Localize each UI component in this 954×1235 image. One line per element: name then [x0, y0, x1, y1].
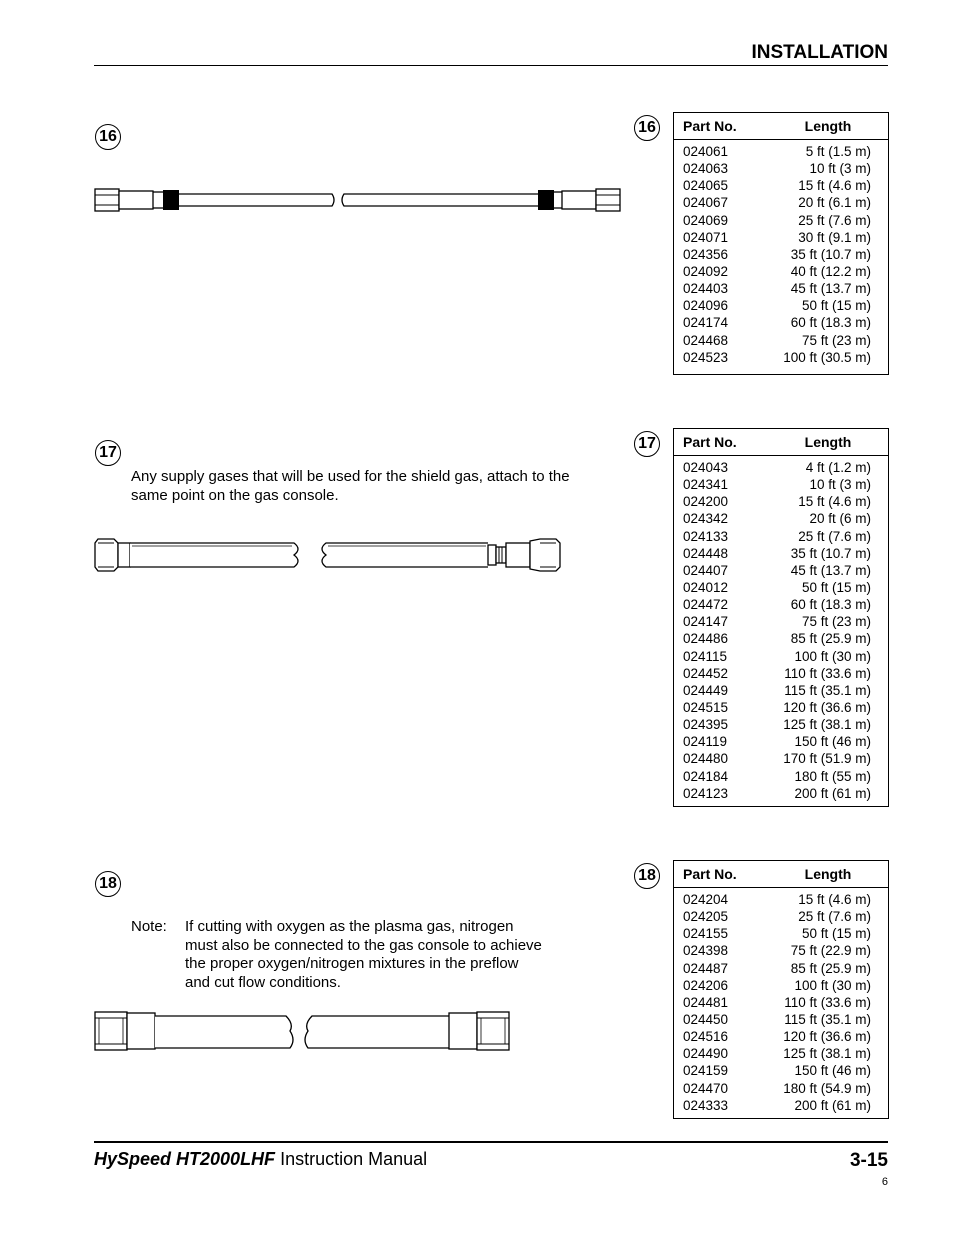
- length-cell: 60 ft (18.3 m): [790, 315, 871, 331]
- length-cell: 100 ft (30 m): [794, 977, 871, 993]
- table-row: [674, 263, 888, 280]
- table-row: [674, 349, 888, 366]
- part-number-cell: 024403: [683, 281, 729, 297]
- length-cell: 15 ft (4.6 m): [798, 494, 871, 510]
- part-number-cell: 024407: [683, 562, 729, 578]
- part-number-cell: 024398: [683, 943, 729, 959]
- footer-manual: Instruction Manual: [275, 1149, 428, 1169]
- length-cell: 15 ft (4.6 m): [798, 892, 871, 907]
- table-row: [674, 493, 888, 510]
- part-number-cell: 024452: [683, 665, 729, 681]
- table-row: [674, 1080, 888, 1097]
- col-header-length: Length: [804, 434, 852, 450]
- part-number-cell: 024523: [683, 349, 729, 365]
- length-cell: 75 ft (23 m): [801, 332, 871, 348]
- length-cell: 50 ft (15 m): [801, 298, 871, 314]
- part-number-cell: 024065: [683, 178, 729, 194]
- length-cell: 50 ft (15 m): [801, 579, 871, 595]
- hose-16-illustration: [94, 186, 622, 216]
- note-text: If cutting with oxygen as the plasma gas, nitrogen must also be connected to the gas console to achieve the proper oxygen/nitrogen mixtures in the preflow and cut flow conditions.: [185, 918, 542, 991]
- part-number-cell: 024448: [683, 545, 729, 561]
- table-row: [674, 733, 888, 750]
- length-cell: 25 ft (7.6 m): [798, 212, 871, 228]
- length-cell: 20 ft (6.1 m): [798, 195, 871, 211]
- length-cell: 110 ft (33.6 m): [784, 665, 871, 681]
- length-cell: 100 ft (30 m): [794, 648, 871, 664]
- length-cell: 115 ft (35.1 m): [784, 682, 871, 698]
- part-number-cell: 024481: [683, 994, 729, 1010]
- length-cell: 200 ft (61 m): [794, 785, 871, 801]
- table-row: [674, 314, 888, 331]
- part-number-cell: 024468: [683, 332, 729, 348]
- table-row: [674, 1097, 888, 1114]
- table-row: [674, 177, 888, 194]
- table-row: [674, 750, 888, 767]
- table-row: [674, 1028, 888, 1045]
- length-cell: 125 ft (38.1 m): [783, 1046, 871, 1062]
- table-row: [674, 994, 888, 1011]
- col-header-part-no: Part No.: [683, 434, 737, 450]
- hose-18-illustration: [94, 1010, 512, 1052]
- length-cell: 150 ft (46 m): [794, 734, 871, 750]
- table-row: [674, 891, 888, 908]
- length-cell: 35 ft (10.7 m): [790, 246, 871, 262]
- length-cell: 10 ft (3 m): [809, 161, 871, 177]
- table-row: [674, 596, 888, 613]
- table-row: [674, 716, 888, 733]
- part-number-cell: 024486: [683, 631, 729, 647]
- length-cell: 4 ft (1.2 m): [805, 460, 871, 475]
- part-number-cell: 024184: [683, 768, 729, 784]
- length-cell: 150 ft (46 m): [794, 1063, 871, 1079]
- section-title: INSTALLATION: [751, 42, 888, 63]
- part-number-cell: 024155: [683, 926, 729, 942]
- length-cell: 125 ft (38.1 m): [783, 717, 871, 733]
- length-cell: 75 ft (22.9 m): [790, 943, 871, 959]
- table-row: [674, 562, 888, 579]
- footer-brand: HySpeed HT2000LHF: [94, 1149, 276, 1169]
- hose-17-illustration: [94, 537, 564, 573]
- length-cell: 45 ft (13.7 m): [790, 562, 871, 578]
- part-number-cell: 024515: [683, 699, 729, 715]
- parts-table-17: [673, 428, 889, 807]
- footer-manual-title: [94, 1149, 427, 1170]
- table-row: [674, 459, 888, 476]
- part-number-cell: 024043: [683, 460, 729, 475]
- part-number-cell: 024067: [683, 195, 729, 211]
- table-row: [674, 977, 888, 994]
- item-number-right-17: 17: [634, 431, 660, 457]
- section-17-text: Any supply gases that will be used for the shield gas, attach to the same point on the gas console.: [131, 468, 570, 504]
- length-cell: 40 ft (12.2 m): [790, 263, 871, 279]
- header-rule: [94, 65, 888, 66]
- part-number-cell: 024123: [683, 785, 729, 801]
- part-number-cell: 024356: [683, 246, 729, 262]
- part-number-cell: 024200: [683, 494, 729, 510]
- item-number-right-18: 18: [634, 863, 660, 889]
- part-number-cell: 024063: [683, 161, 729, 177]
- table-row: [674, 1011, 888, 1028]
- item-number-left-18: 18: [95, 871, 121, 897]
- part-number-cell: 024096: [683, 298, 729, 314]
- note-label: Note:: [131, 918, 167, 935]
- table-header: [674, 429, 888, 456]
- part-number-cell: 024449: [683, 682, 729, 698]
- table-row: [674, 908, 888, 925]
- length-cell: 200 ft (61 m): [794, 1097, 871, 1113]
- table-row: [674, 942, 888, 959]
- part-number-cell: 024450: [683, 1011, 729, 1027]
- part-number-cell: 024490: [683, 1046, 729, 1062]
- part-number-cell: 024204: [683, 892, 729, 907]
- item-number-right-16: 16: [634, 115, 660, 141]
- part-number-cell: 024342: [683, 511, 729, 527]
- table-row: [674, 160, 888, 177]
- length-cell: 30 ft (9.1 m): [798, 229, 871, 245]
- table-body: [674, 140, 888, 366]
- part-number-cell: 024119: [683, 734, 728, 750]
- table-row: [674, 332, 888, 349]
- part-number-cell: 024174: [683, 315, 729, 331]
- length-cell: 35 ft (10.7 m): [790, 545, 871, 561]
- table-row: [674, 665, 888, 682]
- table-row: [674, 246, 888, 263]
- table-body: [674, 888, 888, 1114]
- table-row: [674, 194, 888, 211]
- table-row: [674, 785, 888, 802]
- part-number-cell: 024470: [683, 1080, 729, 1096]
- col-header-part-no: Part No.: [683, 866, 737, 882]
- part-number-cell: 024480: [683, 751, 729, 767]
- length-cell: 85 ft (25.9 m): [790, 960, 871, 976]
- table-row: [674, 297, 888, 314]
- table-row: [674, 1045, 888, 1062]
- table-row: [674, 1062, 888, 1079]
- table-row: [674, 528, 888, 545]
- table-row: [674, 510, 888, 527]
- parts-table-18: [673, 860, 889, 1119]
- length-cell: 45 ft (13.7 m): [790, 281, 871, 297]
- part-number-cell: 024071: [683, 229, 729, 245]
- table-header: [674, 113, 888, 140]
- length-cell: 85 ft (25.9 m): [790, 631, 871, 647]
- length-cell: 15 ft (4.6 m): [798, 178, 871, 194]
- length-cell: 120 ft (36.6 m): [783, 699, 871, 715]
- length-cell: 25 ft (7.6 m): [798, 528, 871, 544]
- item-number-left-16: 16: [95, 124, 121, 150]
- table-row: [674, 768, 888, 785]
- length-cell: 120 ft (36.6 m): [783, 1029, 871, 1045]
- table-row: [674, 699, 888, 716]
- length-cell: 100 ft (30.5 m): [783, 349, 871, 365]
- col-header-length: Length: [804, 866, 852, 882]
- parts-table-16: [673, 112, 889, 375]
- part-number-cell: 024159: [683, 1063, 729, 1079]
- length-cell: 180 ft (55 m): [794, 768, 871, 784]
- item-number-left-17: 17: [95, 440, 121, 466]
- table-row: [674, 613, 888, 630]
- part-number-cell: 024333: [683, 1097, 729, 1113]
- table-row: [674, 960, 888, 977]
- length-cell: 25 ft (7.6 m): [798, 909, 871, 925]
- part-number-cell: 024092: [683, 263, 729, 279]
- part-number-cell: 024395: [683, 717, 729, 733]
- part-number-cell: 024516: [683, 1029, 729, 1045]
- length-cell: 180 ft (54.9 m): [783, 1080, 871, 1096]
- table-body: [674, 456, 888, 802]
- part-number-cell: 024472: [683, 597, 729, 613]
- table-row: [674, 545, 888, 562]
- table-row: [674, 630, 888, 647]
- length-cell: 75 ft (23 m): [801, 614, 871, 630]
- col-header-part-no: Part No.: [683, 118, 737, 134]
- footer-rule: [94, 1141, 888, 1143]
- part-number-cell: 024012: [683, 579, 729, 595]
- part-number-cell: 024341: [683, 477, 729, 493]
- table-header: [674, 861, 888, 888]
- length-cell: 50 ft (15 m): [801, 926, 871, 942]
- length-cell: 5 ft (1.5 m): [805, 144, 871, 159]
- table-row: [674, 925, 888, 942]
- part-number-cell: 024147: [683, 614, 729, 630]
- page-number: 3-15: [849, 1150, 888, 1171]
- part-number-cell: 024115: [683, 648, 728, 664]
- length-cell: 110 ft (33.6 m): [784, 994, 871, 1010]
- part-number-cell: 024061: [683, 144, 729, 159]
- part-number-cell: 024487: [683, 960, 729, 976]
- table-row: [674, 579, 888, 596]
- table-row: [674, 229, 888, 246]
- length-cell: 170 ft (51.9 m): [783, 751, 871, 767]
- col-header-length: Length: [804, 118, 852, 134]
- table-row: [674, 143, 888, 160]
- length-cell: 10 ft (3 m): [809, 477, 871, 493]
- table-row: [674, 682, 888, 699]
- length-cell: 115 ft (35.1 m): [784, 1011, 871, 1027]
- part-number-cell: 024069: [683, 212, 729, 228]
- part-number-cell: 024205: [683, 909, 729, 925]
- sheet-number: 6: [881, 1176, 888, 1188]
- table-row: [674, 212, 888, 229]
- part-number-cell: 024206: [683, 977, 729, 993]
- length-cell: 20 ft (6 m): [809, 511, 871, 527]
- part-number-cell: 024133: [683, 528, 729, 544]
- table-row: [674, 648, 888, 665]
- table-row: [674, 476, 888, 493]
- length-cell: 60 ft (18.3 m): [790, 597, 871, 613]
- table-row: [674, 280, 888, 297]
